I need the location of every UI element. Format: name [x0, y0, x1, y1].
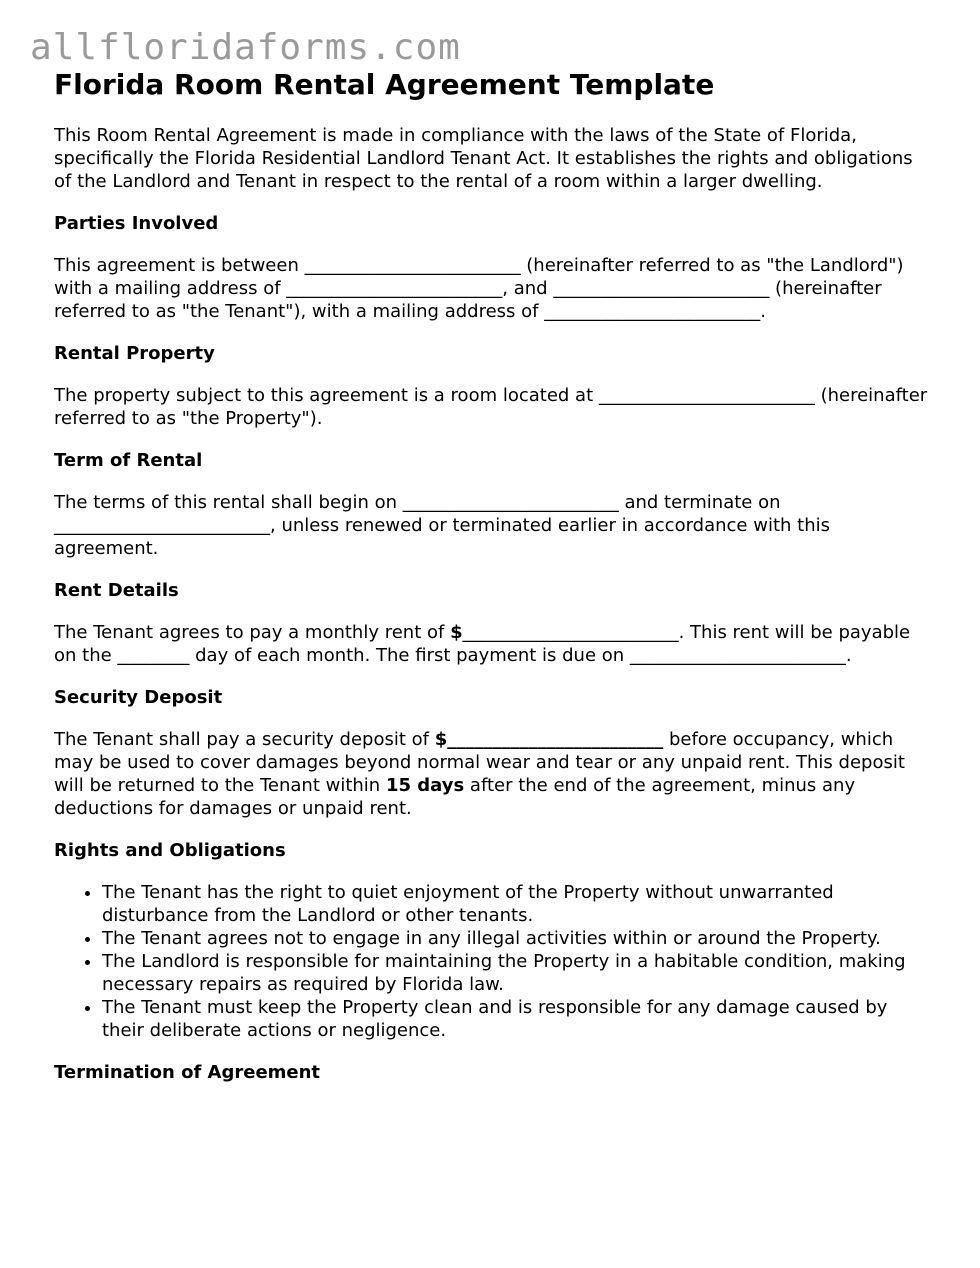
section-security-deposit: [54, 686, 934, 820]
list-item: • The Tenant agrees not to engage in any illegal activities within or around the Property.: [102, 927, 934, 950]
rights-list: [54, 881, 934, 1042]
section-heading: Rental Property: [54, 343, 215, 364]
section-heading: Parties Involved: [54, 213, 219, 234]
rent-dollar-sign: $: [450, 622, 463, 643]
document-title: Florida Room Rental Agreement Template: [54, 68, 715, 101]
section-text: The property subject to this agreement is a room located at ________________________ (hereinafter referred to as "the Property").: [54, 385, 928, 429]
section-parties: [54, 212, 934, 323]
section-text: [54, 728, 934, 820]
site-watermark: allfloridaforms.com: [30, 27, 461, 68]
section-heading: Rent Details: [54, 580, 179, 601]
rent-text-end: ________________________. This rent will be payable on the ________ day of each month. The first payment is due on ________________________.: [54, 622, 911, 666]
section-termination: [54, 1061, 934, 1084]
deposit-return-days: 15 days: [385, 775, 465, 796]
document-page: [54, 68, 934, 1084]
section-rental-property: [54, 342, 934, 430]
section-rights: [54, 839, 934, 1042]
section-heading: Rights and Obligations: [54, 840, 286, 861]
section-heading: Term of Rental: [54, 450, 203, 471]
deposit-text-end: after the end of the agreement, minus any deductions for damages or unpaid rent.: [54, 775, 856, 819]
section-text: [54, 621, 934, 667]
section-text: This agreement is between ________________________ (hereinafter referred to as "the Landlord") with a mailing address of ________________________, and ________________________ (hereinafter referred to as "the Tenant"), with a mailing address of ________________________.: [54, 255, 904, 322]
deposit-dollar-sign: $: [434, 729, 448, 750]
section-rent: [54, 579, 934, 667]
deposit-text-middle: before occupancy, which may be used to cover damages beyond normal wear and tear or any unpaid rent. This deposit will be returned to the Tenant within: [54, 729, 905, 796]
list-item: • The Tenant must keep the Property clean and is responsible for any damage caused by their deliberate actions or negligence.: [102, 996, 934, 1042]
intro-paragraph: This Room Rental Agreement is made in compliance with the laws of the State of Florida, specifically the Florida Residential Landlord Tenant Act. It establishes the rights and obligations of the Landlord and Tenant in respect to the rental of a room within a larger dwelling.: [54, 125, 913, 192]
list-item: • The Tenant has the right to quiet enjoyment of the Property without unwarranted disturbance from the Landlord or other tenants.: [102, 881, 934, 927]
deposit-text-start: The Tenant shall pay a security deposit of: [54, 729, 435, 750]
section-term: [54, 449, 934, 560]
section-text: The terms of this rental shall begin on ________________________ and terminate on ________________________, unless renewed or terminated earlier in accordance with this agreement.: [54, 492, 830, 559]
list-item: • The Landlord is responsible for maintaining the Property in a habitable condition, making necessary repairs as required by Florida law.: [102, 950, 934, 996]
section-heading: Termination of Agreement: [54, 1062, 321, 1083]
deposit-amount-blank: ________________________: [447, 729, 664, 750]
section-heading: Security Deposit: [54, 687, 223, 708]
rent-text-start: The Tenant agrees to pay a monthly rent of: [54, 622, 451, 643]
